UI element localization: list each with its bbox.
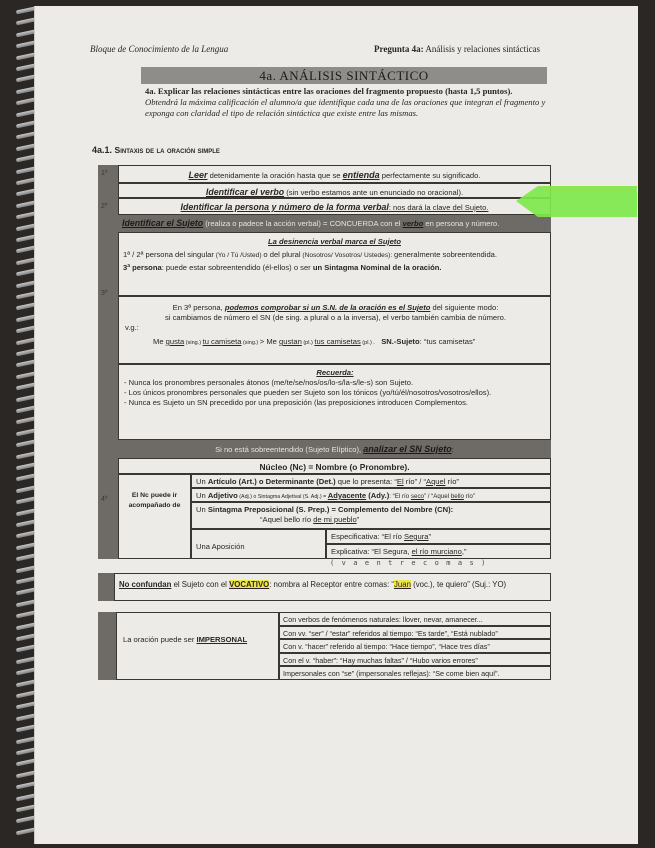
- step-3-header: Identificar el Sujeto (realiza o padece la acción verbal) = CONCUERDA con el verbo en persona y número.: [118, 215, 551, 232]
- vocative-box: No confundan el Sujeto con el VOCATIVO: nombra al Receptor entre comas: “Juan (voc.), te quiero” (Suj.: YO): [114, 573, 551, 601]
- sticky-tab-marker: [516, 186, 637, 217]
- step-4-number: 4º: [101, 496, 108, 503]
- step-2b-row: Identificar la persona y número de la forma verbal: nos dará la clave del Sujeto.: [118, 198, 551, 215]
- apposition-specific: Especificativa: “El río Segura”: [326, 529, 551, 544]
- page-title: 4a. ANÁLISIS SINTÁCTICO: [141, 67, 547, 84]
- step-2a-row: Identificar el verbo (sin verbo estamos ante un enunciado no oracional).: [118, 183, 551, 198]
- section-title: 4a.1. Sintaxis de la oración simple: [92, 145, 220, 155]
- apposition-explicative: Explicativa: “El Segura, el río murciano,”: [326, 544, 551, 559]
- impersonal-case: Con vv. “ser” / “estar” referidos al tiempo: “Es tarde”, “Está nublado”: [279, 626, 551, 640]
- step-1-number: 1º: [101, 170, 108, 177]
- header-left: Bloque de Conocimiento de la Lengua: [90, 44, 229, 54]
- vocative-marker: [98, 573, 114, 601]
- accompanied-label: El Nc puede ir acompañado de: [118, 474, 191, 559]
- remember-box: Recuerda: - Nunca los pronombres personales átonos (me/te/se/nos/os/lo-s/la-s/le-s) son Sujeto. - Los únicos pronombres personales que pueden ser Sujeto son los tónicos (yo/tú/él/nosotros/vosotros/ellos). - Nunca es Sujeto un SN precedido por una preposición (las preposiciones introducen Complementos.: [118, 364, 551, 440]
- step-3-number: 3º: [101, 290, 108, 297]
- header-right: Pregunta 4a: Análisis y relaciones sintácticas: [374, 44, 541, 54]
- nucleus-row: Núcleo (Nc) = Nombre (o Pronombre).: [118, 458, 551, 474]
- handwritten-note: ( v a e n t r e c o m a s ): [330, 559, 487, 567]
- impersonal-case: Con el v. “haber”: “Hay muchas faltas” / “Hubo varios errores”: [279, 653, 551, 667]
- step-1-row: Leer detenidamente la oración hasta que se entienda perfectamente su significado.: [118, 165, 551, 183]
- apposition-label: Una Aposición: [191, 529, 326, 559]
- impersonal-marker: [98, 612, 116, 680]
- impersonal-case: Con verbos de fenómenos naturales: llover, nevar, amanecer...: [279, 612, 551, 626]
- step-2-number: 2º: [101, 203, 108, 210]
- step-4-header: Si no está sobreentendido (Sujeto Elíptico), analizar el SN Sujeto:: [118, 440, 551, 458]
- impersonal-case: Con v. “hacer” referido al tiempo: “Hace tiempo”, “Hace tres días”: [279, 639, 551, 653]
- article-row: Un Artículo (Art.) o Determinante (Det.) que lo presenta: “El río” / “Aquel río”: [191, 474, 551, 488]
- third-person-box: En 3ª persona, podemos comprobar si un S.N. de la oración es el Sujeto del siguiente modo: si cambiamos de número el SN (de sing. a plural o a la inversa), el verbo también cambia de número. v.g.: Me gusta (sing.) tu camiseta (sing.) > Me gustan (pl.) tus camisetas (pl.) . SN.-Sujeto: “tus camisetas”: [118, 296, 551, 364]
- impersonal-label: La oración puede ser IMPERSONAL: [116, 612, 279, 680]
- impersonal-case: Impersonales con “se” (impersonales reflejas): “Se come bien aquí”.: [279, 666, 551, 680]
- instructions: 4a. Explicar las relaciones sintácticas entre las oraciones del fragmento propuesto (hasta 1,5 puntos). Obtendrá la máxima calificación el alumno/a que identifique cada una de las oraciones que integran el fragmento y exponga con claridad el tipo de relación sintáctica que existe entre las mismas.: [145, 86, 546, 118]
- prep-phrase-row: Un Sintagma Preposicional (S. Prep.) = Complemento del Nombre (CN): “Aquel bello río de mi pueblo”: [191, 502, 551, 529]
- desinencia-box: La desinencia verbal marca el Sujeto 1ª / 2ª persona del singular (Yo / Tú /Usted) o del plural (Nosotros/ Vosotros/ Ustedes): generalmente sobreentendida. 3ª persona: puede estar sobreentendido (él-ellos) o ser un Sintagma Nominal de la oración.: [118, 232, 551, 296]
- adjective-row: Un Adjetivo (Adj.) o Sintagma Adjetival (S. Adj.) = Adyacente (Ady.): “El río seco” / “Aquel bello río”: [191, 488, 551, 502]
